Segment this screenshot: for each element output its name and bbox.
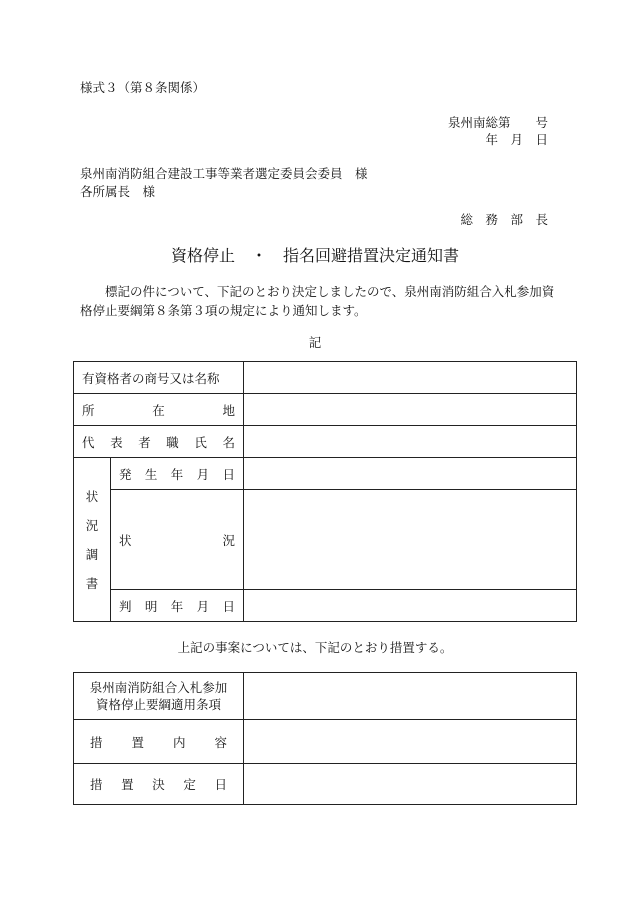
label-char: 氏	[194, 434, 207, 450]
label-status-report	[74, 458, 111, 622]
label-char: 年	[170, 598, 184, 614]
label-measure-content-text	[74, 733, 243, 751]
label-measure-content	[74, 720, 244, 764]
label-char: 況	[222, 532, 236, 548]
label-char: 日	[222, 466, 236, 482]
label-applicable-clause	[74, 673, 244, 720]
row-measure-content	[74, 720, 577, 764]
label-char: 状	[119, 532, 132, 548]
label-char: 況	[85, 517, 99, 533]
label-char: 発	[119, 466, 132, 482]
label-char: 定	[183, 777, 196, 792]
label-char: 措	[90, 777, 103, 792]
label-company-name-text: 有資格者の商号又は名称	[82, 370, 220, 386]
label-occurrence-date	[111, 458, 244, 490]
label-char: 月	[196, 598, 210, 614]
row-occurrence-date	[74, 458, 577, 490]
body-text: 標記の件について、下記のとおり決定しましたので、泉州南消防組合入札参加資格停止要綱第８条第３項の規定により通知します。	[80, 284, 555, 318]
label-char: 措	[90, 734, 103, 750]
label-occurrence-date-text	[111, 465, 243, 483]
row-company-name	[74, 362, 577, 394]
row-representative	[74, 426, 577, 458]
label-decision-date	[74, 764, 244, 805]
label-representative-text	[74, 433, 243, 451]
label-char: 表	[110, 434, 123, 450]
value-discovery-date[interactable]	[244, 590, 577, 622]
row-address	[74, 394, 577, 426]
label-char: 月	[196, 466, 210, 482]
label-char: 決	[152, 777, 165, 792]
label-address	[74, 394, 244, 426]
label-char: 容	[214, 734, 227, 750]
label-status	[111, 490, 244, 590]
label-char: 判	[119, 598, 132, 614]
label-char: 生	[144, 466, 158, 482]
label-char: 代	[82, 434, 95, 450]
measure-table	[73, 672, 577, 805]
label-char: 書	[85, 575, 99, 591]
sender: 総 務 部 長	[460, 212, 548, 227]
label-representative	[74, 426, 244, 458]
label-clause-line1: 泉州南消防組合入札参加	[89, 680, 228, 695]
addressee-committee: 泉州南消防組合建設工事等業者選定委員会委員 様	[80, 166, 368, 181]
label-char: 置	[131, 734, 144, 750]
value-decision-date[interactable]	[244, 764, 577, 805]
measure-intro: 上記の事案については、下記のとおり措置する。	[177, 640, 453, 655]
label-discovery-date-text	[111, 597, 243, 615]
reference-number: 泉州南総第 号	[447, 115, 548, 130]
value-status[interactable]	[244, 490, 577, 590]
label-char: 職	[166, 434, 179, 450]
status-report-table	[73, 361, 577, 622]
label-char: 調	[85, 546, 99, 562]
row-decision-date	[74, 764, 577, 805]
document-title: 資格停止 ・ 指名回避措置決定通知書	[170, 246, 459, 265]
label-char: 在	[152, 402, 165, 418]
label-char: 所	[82, 402, 95, 418]
label-char: 内	[172, 734, 186, 750]
value-applicable-clause[interactable]	[244, 673, 577, 720]
value-occurrence-date[interactable]	[244, 458, 577, 490]
label-char: 日	[214, 777, 227, 792]
label-discovery-date	[111, 590, 244, 622]
label-char: 地	[222, 402, 236, 418]
value-measure-content[interactable]	[244, 720, 577, 764]
label-char: 年	[170, 466, 184, 482]
label-decision-date-text	[74, 775, 243, 793]
label-char: 名	[222, 434, 235, 450]
form-number: 様式３（第８条関係）	[80, 80, 206, 95]
label-char: 明	[144, 598, 158, 614]
row-applicable-clause	[74, 673, 577, 720]
row-status	[74, 490, 577, 590]
value-representative[interactable]	[244, 426, 577, 458]
addressee-department-heads: 各所属長 様	[80, 184, 156, 199]
label-status-report-text	[74, 482, 110, 598]
label-char: 置	[121, 777, 134, 792]
label-clause-line2: 資格停止要綱適用条項	[95, 697, 221, 712]
label-address-text	[74, 401, 243, 419]
label-char: 者	[138, 434, 151, 450]
row-discovery-date	[74, 590, 577, 622]
label-status-text	[111, 531, 243, 549]
ki-heading: 記	[308, 335, 322, 350]
label-char: 日	[222, 598, 236, 614]
label-company-name	[74, 362, 244, 394]
value-address[interactable]	[244, 394, 577, 426]
label-char: 状	[85, 488, 99, 504]
issue-date: 年 月 日	[485, 132, 548, 147]
value-company-name[interactable]	[244, 362, 577, 394]
